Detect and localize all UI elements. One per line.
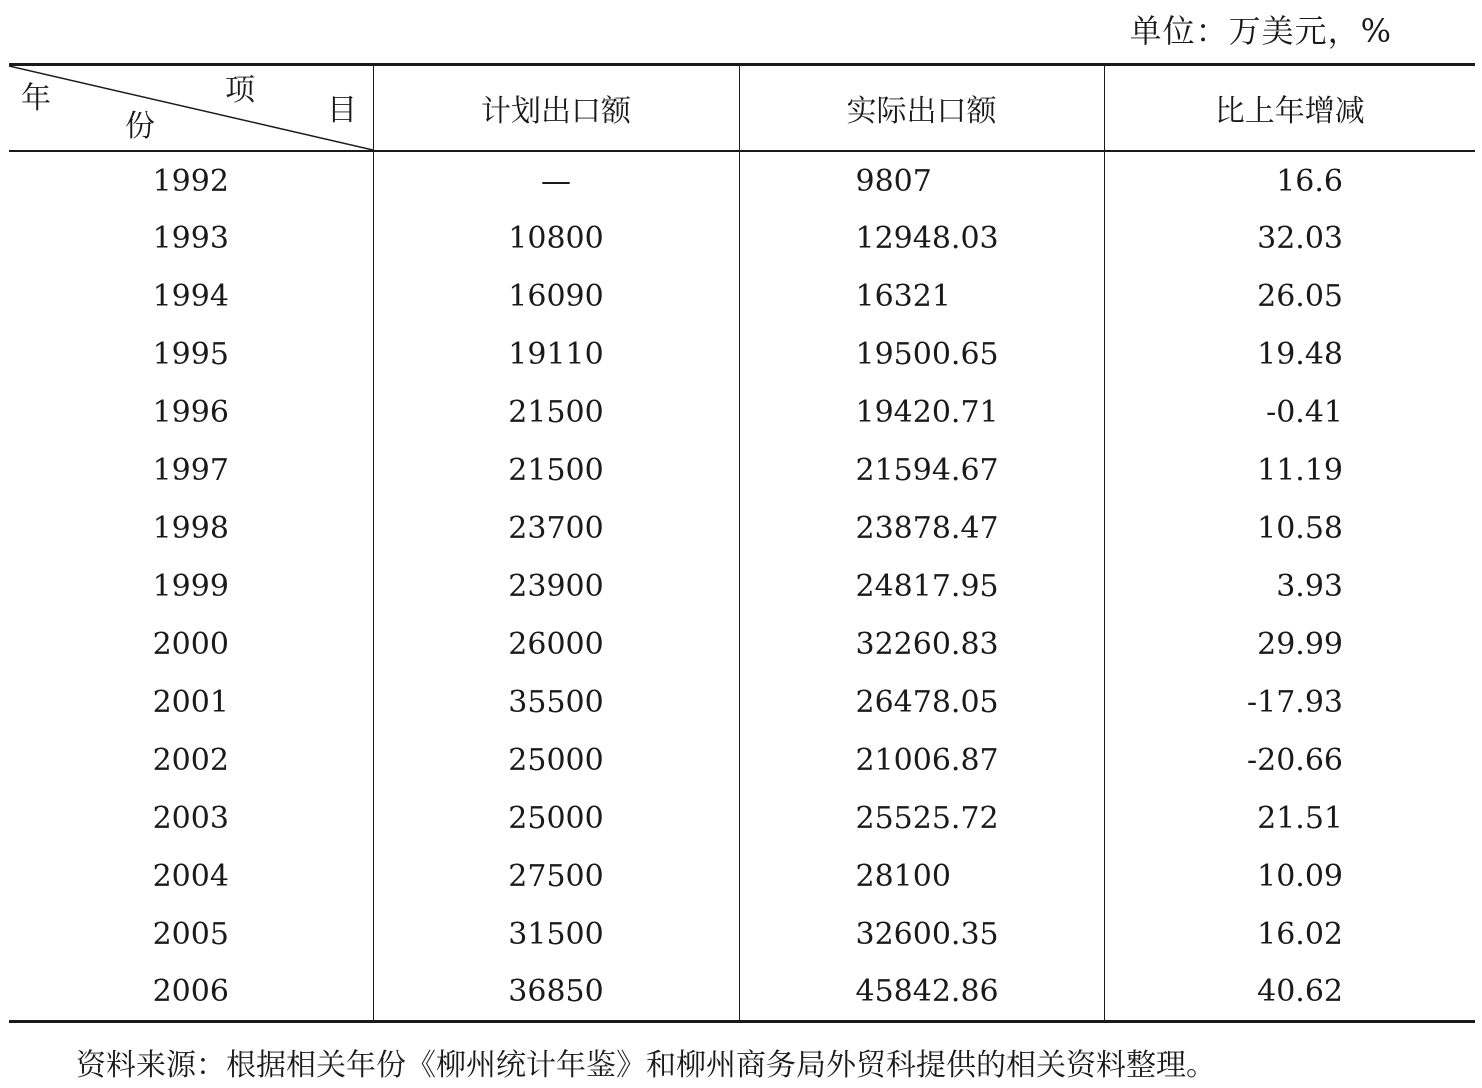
- corner-label-mu: 目: [327, 93, 357, 128]
- unit-note: 单位：万美元，%: [1129, 12, 1392, 50]
- table-row: [9, 499, 1475, 557]
- yoy-change-cell: -20.66: [1104, 731, 1475, 789]
- actual-export-cell: 21006.87: [739, 731, 1104, 789]
- source-note: 资料来源：根据相关年份《柳州统计年鉴》和柳州商务局外贸科提供的相关资料整理。: [76, 1048, 1216, 1083]
- col-header-actual: 实际出口额: [739, 65, 1104, 152]
- table-row: [9, 383, 1475, 441]
- actual-export-cell: 24817.95: [739, 557, 1104, 615]
- yoy-change-cell: -0.41: [1104, 383, 1475, 441]
- diagonal-corner: [9, 66, 373, 150]
- actual-export-cell: 28100: [739, 847, 1104, 905]
- year-cell: 2000: [152, 626, 229, 662]
- plan-export-cell: 21500: [373, 383, 739, 441]
- yoy-change-cell: -17.93: [1104, 673, 1475, 731]
- year-cell: 1998: [152, 510, 229, 546]
- table-row: [9, 325, 1475, 383]
- year-cell: 1994: [152, 278, 229, 314]
- table-row: [9, 731, 1475, 789]
- table-row: [9, 963, 1475, 1021]
- plan-export-cell: 35500: [373, 673, 739, 731]
- table-row: [9, 905, 1475, 963]
- col-header-plan: 计划出口额: [373, 65, 739, 152]
- actual-export-cell: 19500.65: [739, 325, 1104, 383]
- plan-export-cell: 23900: [373, 557, 739, 615]
- actual-export-cell: 19420.71: [739, 383, 1104, 441]
- yoy-change-cell: 16.02: [1104, 905, 1475, 963]
- year-cell: 1993: [152, 220, 229, 256]
- actual-export-cell: 32600.35: [739, 905, 1104, 963]
- yoy-change-cell: 29.99: [1104, 615, 1475, 673]
- year-cell: 1996: [152, 394, 229, 430]
- plan-export-cell: 19110: [373, 325, 739, 383]
- year-cell: 2005: [152, 916, 229, 952]
- actual-export-cell: 9807: [739, 151, 1104, 209]
- header-row: [9, 65, 1475, 152]
- plan-export-cell: 26000: [373, 615, 739, 673]
- actual-export-cell: 23878.47: [739, 499, 1104, 557]
- year-cell: 2002: [152, 742, 229, 778]
- table-row: [9, 557, 1475, 615]
- year-cell: 1995: [152, 336, 229, 372]
- actual-export-cell: 21594.67: [739, 441, 1104, 499]
- plan-export-cell: 10800: [373, 209, 739, 267]
- actual-export-cell: 45842.86: [739, 963, 1104, 1021]
- actual-export-cell: 32260.83: [739, 615, 1104, 673]
- plan-export-cell: 27500: [373, 847, 739, 905]
- table-row: [9, 209, 1475, 267]
- yoy-change-cell: 21.51: [1104, 789, 1475, 847]
- plan-export-cell: 23700: [373, 499, 739, 557]
- col-header-change: 比上年增减: [1104, 65, 1475, 152]
- table-row: [9, 847, 1475, 905]
- yoy-change-cell: 11.19: [1104, 441, 1475, 499]
- year-cell: 1992: [152, 164, 229, 199]
- yoy-change-cell: 40.62: [1104, 963, 1475, 1021]
- yoy-change-cell: 10.58: [1104, 499, 1475, 557]
- plan-export-cell: 25000: [373, 731, 739, 789]
- actual-export-cell: 26478.05: [739, 673, 1104, 731]
- table-row: [9, 789, 1475, 847]
- actual-export-cell: 12948.03: [739, 209, 1104, 267]
- plan-export-cell: 16090: [373, 267, 739, 325]
- yoy-change-cell: 26.05: [1104, 267, 1475, 325]
- table-row: [9, 441, 1475, 499]
- corner-label-nian: 年: [21, 81, 51, 116]
- table-row: [9, 673, 1475, 731]
- year-cell: 2004: [152, 858, 229, 894]
- yoy-change-cell: 10.09: [1104, 847, 1475, 905]
- table-row: [9, 615, 1475, 673]
- corner-header-cell: [9, 65, 373, 152]
- yoy-change-cell: 32.03: [1104, 209, 1475, 267]
- yoy-change-cell: 3.93: [1104, 557, 1475, 615]
- table-row: [9, 267, 1475, 325]
- plan-export-cell: 21500: [373, 441, 739, 499]
- table-body: [9, 151, 1475, 1021]
- corner-label-xiang: 项: [225, 73, 255, 108]
- export-table: [9, 63, 1475, 1023]
- corner-label-fen: 份: [125, 109, 155, 144]
- year-cell: 2001: [152, 684, 229, 720]
- year-cell: 1997: [152, 452, 229, 488]
- yoy-change-cell: 16.6: [1104, 151, 1475, 209]
- actual-export-cell: 25525.72: [739, 789, 1104, 847]
- plan-export-cell: 25000: [373, 789, 739, 847]
- plan-export-cell: —: [373, 151, 739, 209]
- actual-export-cell: 16321: [739, 267, 1104, 325]
- yoy-change-cell: 19.48: [1104, 325, 1475, 383]
- year-cell: 2003: [152, 800, 229, 836]
- year-cell: 2006: [9, 963, 373, 1021]
- year-cell: 1999: [152, 568, 229, 604]
- plan-export-cell: 36850: [373, 963, 739, 1021]
- diagonal-line: [9, 66, 373, 150]
- table-row: [9, 151, 1475, 209]
- plan-export-cell: 31500: [373, 905, 739, 963]
